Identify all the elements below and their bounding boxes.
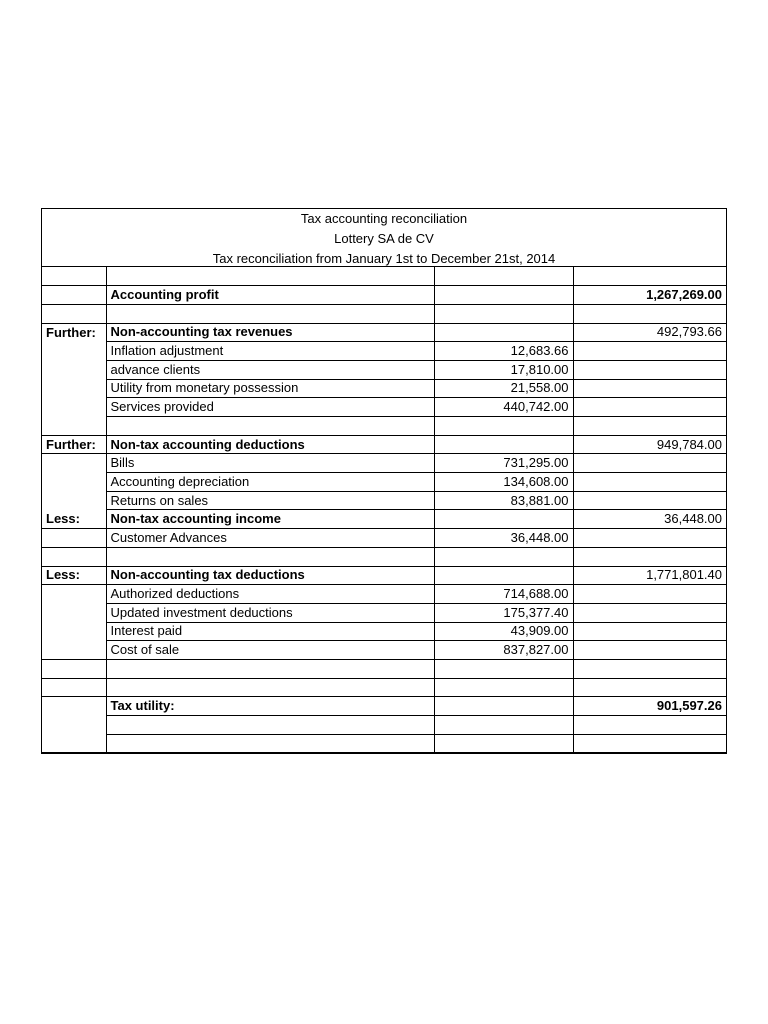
row-detail-amount — [434, 678, 573, 697]
row-prefix — [42, 547, 106, 566]
table-row — [42, 510, 726, 529]
row-label: Interest paid — [106, 622, 434, 641]
row-total-amount — [573, 360, 726, 379]
table-row — [42, 323, 726, 342]
row-total-amount — [573, 641, 726, 660]
row-prefix — [42, 697, 106, 716]
table-row — [42, 286, 726, 305]
row-total-amount — [573, 585, 726, 604]
row-prefix — [42, 529, 106, 548]
table-row — [42, 473, 726, 492]
table-row — [42, 491, 726, 510]
row-total-amount — [573, 734, 726, 753]
table-row — [42, 678, 726, 697]
row-detail-amount: 83,881.00 — [434, 491, 573, 510]
row-detail-amount — [434, 304, 573, 323]
row-label — [106, 547, 434, 566]
row-total-amount — [573, 529, 726, 548]
row-label: Services provided — [106, 398, 434, 417]
row-detail-amount: 731,295.00 — [434, 454, 573, 473]
row-total-amount — [573, 622, 726, 641]
row-label — [106, 304, 434, 323]
row-total-amount: 949,784.00 — [573, 435, 726, 454]
table-row — [42, 304, 726, 323]
row-prefix — [42, 716, 106, 735]
row-label: Accounting profit — [106, 286, 434, 305]
row-prefix — [42, 734, 106, 753]
row-prefix — [42, 286, 106, 305]
row-prefix — [42, 473, 106, 492]
table-row — [42, 398, 726, 417]
row-prefix — [42, 585, 106, 604]
row-detail-amount — [434, 510, 573, 529]
row-prefix: Less: — [42, 510, 106, 529]
row-detail-amount — [434, 286, 573, 305]
sheet-header — [42, 209, 726, 267]
row-detail-amount: 134,608.00 — [434, 473, 573, 492]
row-label: Returns on sales — [106, 491, 434, 510]
table-row — [42, 547, 726, 566]
table-row — [42, 267, 726, 286]
row-prefix — [42, 267, 106, 286]
row-total-amount: 1,267,269.00 — [573, 286, 726, 305]
row-detail-amount: 175,377.40 — [434, 603, 573, 622]
row-label: Inflation adjustment — [106, 342, 434, 361]
row-detail-amount: 36,448.00 — [434, 529, 573, 548]
row-detail-amount — [434, 659, 573, 678]
row-detail-amount: 714,688.00 — [434, 585, 573, 604]
row-detail-amount — [434, 435, 573, 454]
row-total-amount — [573, 267, 726, 286]
row-prefix — [42, 304, 106, 323]
row-prefix — [42, 678, 106, 697]
row-label: Bills — [106, 454, 434, 473]
row-total-amount — [573, 342, 726, 361]
table-row — [42, 622, 726, 641]
row-total-amount — [573, 379, 726, 398]
row-label: Authorized deductions — [106, 585, 434, 604]
row-prefix — [42, 398, 106, 417]
row-detail-amount: 43,909.00 — [434, 622, 573, 641]
row-label: Non-tax accounting deductions — [106, 435, 434, 454]
table-row — [42, 566, 726, 585]
row-total-amount — [573, 603, 726, 622]
table-row — [42, 641, 726, 660]
row-prefix: Further: — [42, 435, 106, 454]
row-detail-amount — [434, 267, 573, 286]
row-detail-amount — [434, 547, 573, 566]
row-detail-amount — [434, 417, 573, 436]
row-label — [106, 734, 434, 753]
table-row — [42, 734, 726, 753]
row-total-amount: 1,771,801.40 — [573, 566, 726, 585]
table-row — [42, 716, 726, 735]
row-label: Updated investment deductions — [106, 603, 434, 622]
row-total-amount — [573, 417, 726, 436]
table-row — [42, 659, 726, 678]
table-row — [42, 379, 726, 398]
row-detail-amount: 440,742.00 — [434, 398, 573, 417]
table-row — [42, 585, 726, 604]
report-period: Tax reconciliation from January 1st to December 21st, 2014 — [212, 251, 556, 266]
table-row — [42, 342, 726, 361]
row-label: Non-accounting tax deductions — [106, 566, 434, 585]
row-total-amount: 901,597.26 — [573, 697, 726, 716]
row-detail-amount: 12,683.66 — [434, 342, 573, 361]
row-total-amount — [573, 473, 726, 492]
row-label: Customer Advances — [106, 529, 434, 548]
row-label: advance clients — [106, 360, 434, 379]
row-total-amount — [573, 491, 726, 510]
table-row — [42, 417, 726, 436]
row-prefix — [42, 342, 106, 361]
row-label — [106, 678, 434, 697]
row-prefix — [42, 659, 106, 678]
table-row — [42, 697, 726, 716]
table-row — [42, 529, 726, 548]
table-row — [42, 454, 726, 473]
row-prefix — [42, 641, 106, 660]
row-prefix — [42, 454, 106, 473]
report-title: Tax accounting reconciliation — [300, 211, 468, 226]
table-row — [42, 360, 726, 379]
table-row — [42, 435, 726, 454]
row-prefix — [42, 622, 106, 641]
row-label — [106, 267, 434, 286]
row-label — [106, 659, 434, 678]
row-prefix — [42, 603, 106, 622]
reconciliation-sheet — [41, 208, 727, 754]
row-detail-amount: 21,558.00 — [434, 379, 573, 398]
row-label: Utility from monetary possession — [106, 379, 434, 398]
row-prefix: Less: — [42, 566, 106, 585]
row-label: Tax utility: — [106, 697, 434, 716]
row-detail-amount — [434, 323, 573, 342]
company-name: Lottery SA de CV — [334, 231, 434, 246]
row-total-amount: 36,448.00 — [573, 510, 726, 529]
row-label: Accounting depreciation — [106, 473, 434, 492]
row-prefix: Further: — [46, 324, 96, 340]
row-detail-amount — [434, 734, 573, 753]
row-prefix — [42, 379, 106, 398]
row-total-amount — [573, 659, 726, 678]
row-detail-amount: 837,827.00 — [434, 641, 573, 660]
row-prefix — [42, 360, 106, 379]
row-total-amount — [573, 304, 726, 323]
row-label — [106, 716, 434, 735]
row-label: Non-tax accounting income — [106, 510, 434, 529]
row-detail-amount — [434, 697, 573, 716]
row-detail-amount: 17,810.00 — [434, 360, 573, 379]
row-total-amount — [573, 454, 726, 473]
row-prefix — [42, 491, 106, 510]
row-total-amount — [573, 398, 726, 417]
row-total-amount: 492,793.66 — [573, 323, 726, 342]
row-prefix — [42, 417, 106, 436]
table-row — [42, 603, 726, 622]
row-detail-amount — [434, 716, 573, 735]
row-detail-amount — [434, 566, 573, 585]
row-label — [106, 417, 434, 436]
row-label: Non-accounting tax revenues — [106, 323, 434, 342]
row-total-amount — [573, 547, 726, 566]
reconciliation-table — [42, 267, 726, 753]
row-total-amount — [573, 716, 726, 735]
row-total-amount — [573, 678, 726, 697]
row-label: Cost of sale — [106, 641, 434, 660]
